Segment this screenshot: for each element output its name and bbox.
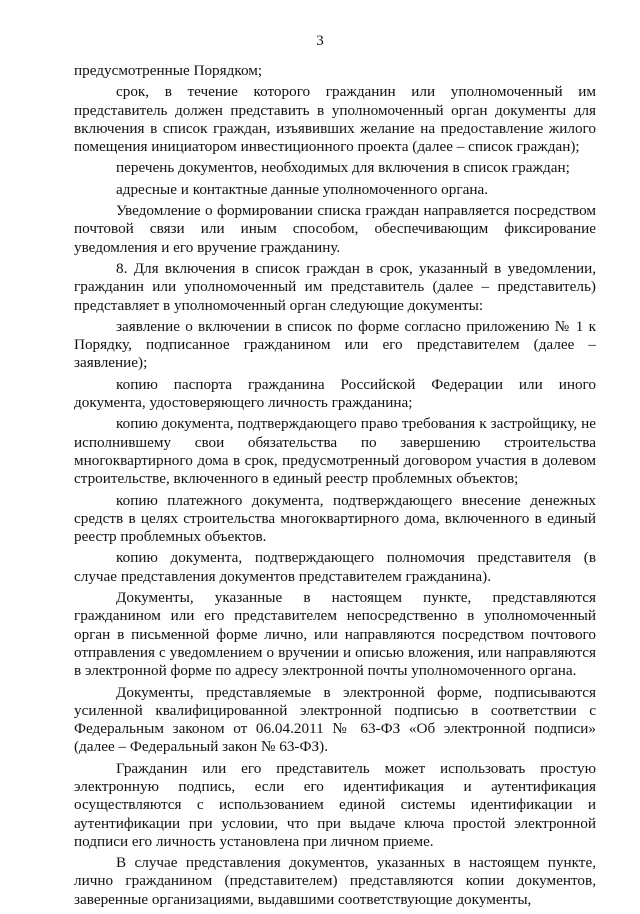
paragraph: копию документа, подтверждающего полномочия представителя (в случае представления документов представителем гражданина). [74,549,596,585]
paragraph: срок, в течение которого гражданин или уполномоченный им представитель должен представить в уполномоченный орган документы для включения в список граждан, изъявивших желание на предоставление жилого помещения инициатором инвестиционного проекта (далее – список граждан); [74,83,596,156]
paragraph: предусмотренные Порядком; [74,62,263,79]
paragraph: копию документа, подтверждающего право требования к застройщику, не исполнившему свои обязательства по завершению строительства многоквартирного дома в срок, предусмотренный договором участия в долевом строительстве, включенного в единый реестр проблемных объектов; [74,415,596,488]
paragraph: Уведомление о формировании списка граждан направляется посредством почтовой связи или иным способом, обеспечивающим фиксирование уведомления и его вручение гражданину. [74,202,596,256]
paragraph: Гражданин или его представитель может использовать простую электронную подпись, если его идентификация и аутентификация осуществляются с использованием единой системы идентификации и аутентификации при условии, что при выдаче ключа простой электронной подписи его личность установлена при личном приеме. [74,759,596,850]
paragraph: адресные и контактные данные уполномоченного органа. [116,180,488,198]
document-body [74,62,596,912]
page-number: 3 [316,33,324,49]
paragraph: заявление о включении в список по форме согласно приложению № 1 к Порядку, подписанное гражданином или его представителем (далее – заявление); [74,317,596,372]
paragraph: перечень документов, необходимых для включения в список граждан; [116,159,570,177]
paragraph: 8. Для включения в список граждан в срок, указанный в уведомлении, гражданин или уполномоченный им представитель (далее – представитель) представляет в уполномоченный орган следующие документы: [74,259,596,314]
paragraph: В случае представления документов, указанных в настоящем пункте, лично гражданином (представителем) представляются копии документов, заверенные организациями, выдавшими соответствующие документы, [74,854,596,908]
paragraph: копию платежного документа, подтверждающего внесение денежных средств в целях строительства многоквартирного дома, включенного в единый реестр проблемных объектов. [74,491,596,546]
paragraph: Документы, указанные в настоящем пункте, представляются гражданином или его представителем непосредственно в уполномоченный орган в письменной форме лично, или направляются посредством почтового отправления с уведомлением о вручении и описью вложения, или направляются в электронной форме по адресу электронной почты уполномоченного органа. [74,589,596,680]
paragraph: Документы, представляемые в электронной форме, подписываются усиленной квалифицированной электронной подписью в соответствии с Федеральным законом от 06.04.2011 № 63-ФЗ «Об электронной подписи» (далее – Федеральный закон № 63-ФЗ). [74,683,596,756]
paragraph: копию паспорта гражданина Российской Федерации или иного документа, удостоверяющего личность гражданина; [74,375,596,412]
